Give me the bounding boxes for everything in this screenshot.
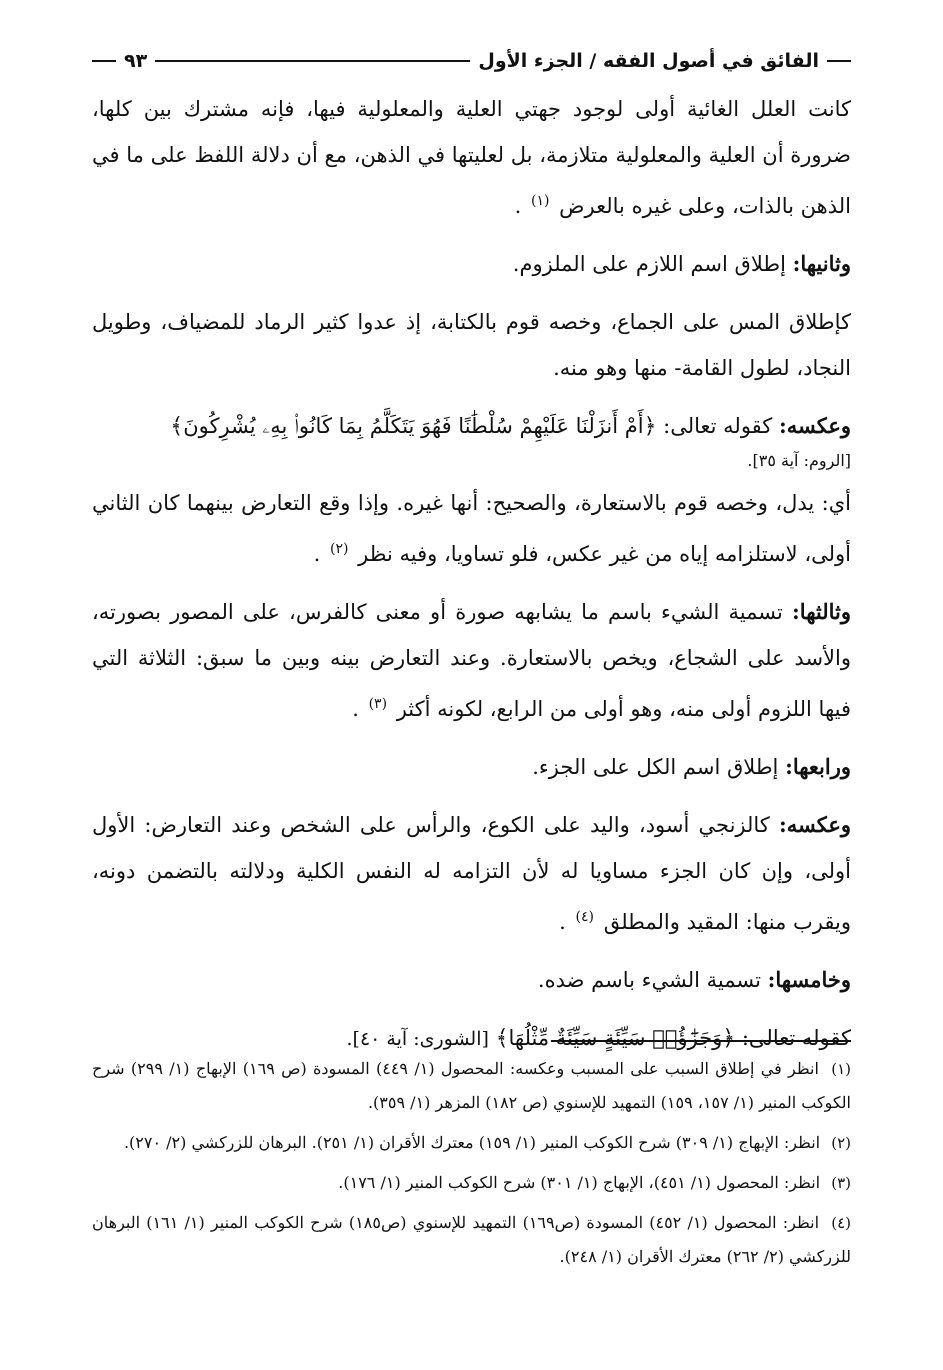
footnote-number: (٤) xyxy=(831,1214,852,1232)
paragraph-text: كانت العلل الغائية أولى لوجود جهتي العلية والمعلولية فيها، فإنه مشترك بين كلها، ضرورة أن العلية والمعلولية متلازمة، بل لعليتها في الذهن، مع أن دلالة اللفظ على ما في الذهن بالذات، وعلى غيره بالعرض xyxy=(92,97,851,218)
paragraph-text: كقوله تعالى: xyxy=(741,1026,851,1050)
paragraph-text: أي: يدل، وخصه قوم بالاستعارة، والصحيح: أنها غيره. وإذا وقع التعارض بينهما كان الثاني أولى، لاستلزامه إياه من غير عكس، فلو تساويا، وفيه نظر xyxy=(92,491,851,566)
paragraph-end: . xyxy=(352,697,359,721)
header-rule xyxy=(155,60,470,62)
paragraph-lead: وخامسها: xyxy=(767,967,851,992)
footnote-number: (٢) xyxy=(831,1134,851,1152)
ayah-reference: [الروم: آية ٣٥]. xyxy=(747,451,851,470)
footnote xyxy=(92,1126,851,1160)
ayah-reference: [الشورى: آية ٤٠]. xyxy=(346,1028,489,1050)
paragraph-end: . xyxy=(559,910,566,934)
footnote-number: (٣) xyxy=(831,1174,851,1192)
quran-bracket-close: ﴾ xyxy=(495,1026,509,1051)
paragraph xyxy=(92,589,851,732)
paragraph-text: كالزنجي أسود، واليد على الكوع، والرأس على الشخص وعند التعارض: الأول أولى، وإن كان الجزء مساويا له لأن التزامه له النفس الكلية ودلالته بالتضمن دونه، ويقرب منها: المقيد والمطلق xyxy=(92,813,851,934)
footnote-separator xyxy=(551,1040,851,1042)
quran-bracket-open: ﴿ xyxy=(643,414,657,439)
paragraph-text: كإطلاق المس على الجماع، وخصه قوم بالكتابة، إذ عدوا كثير الرماد للمضياف، وطويل النجاد، لطول القامة- منها وهو منه. xyxy=(92,310,851,380)
header-title: الفائق في أصول الفقه / الجزء الأول xyxy=(478,50,819,72)
quran-verse: أَمْ أَنزَلْنَا عَلَيْهِمْ سُلْطَٰنًا فَهُوَ يَتَكَلَّمُ بِمَا كَانُوا۟ بِهِۦ يُشْرِكُونَ xyxy=(183,414,644,438)
paragraph-text: كقوله تعالى: xyxy=(663,414,773,438)
main-text xyxy=(92,86,851,1074)
running-header xyxy=(92,44,851,78)
paragraph-text: تسمية الشيء باسم ضده. xyxy=(537,968,761,992)
paragraph xyxy=(92,403,851,476)
quran-bracket-close: ﴾ xyxy=(170,414,184,439)
footnote-text: انظر في إطلاق السبب على المسبب وعكسه: المحصول (١/ ٤٤٩) المسودة (ص ١٦٩) الإبهاج (١/ ٢٩٩) شرح الكوكب المنير (١/ ١٥٧، ١٥٩) التمهيد للإسنوي (ص ١٨٢) المزهر (١/ ٣٥٩). xyxy=(92,1059,851,1112)
paragraph-lead: وعكسه: xyxy=(778,413,851,438)
paragraph-lead: وثانيها: xyxy=(792,251,851,276)
footnote-text: انظر: الإبهاج (١/ ٣٠٩) شرح الكوكب المنير (١/ ١٥٩) معترك الأقران (١/ ٢٥١). البرهان للزركشي (٢/ ٢٧٠). xyxy=(123,1133,821,1152)
paragraph xyxy=(92,802,851,945)
paragraph-lead: ورابعها: xyxy=(785,754,851,779)
footnote-ref: (٣) xyxy=(368,696,388,712)
footnote-text: انظر: المحصول (١/ ٤٥١)، الإبهاج (١/ ٣٠١) شرح الكوكب المنير (١/ ١٧٦). xyxy=(338,1173,821,1192)
paragraph xyxy=(92,480,851,577)
footnote xyxy=(92,1206,851,1274)
quran-bracket-open: ﴿ xyxy=(722,1026,736,1051)
footnote xyxy=(92,1052,851,1120)
footnote xyxy=(92,1166,851,1200)
paragraph-text: إطلاق اسم الكل على الجزء. xyxy=(532,755,779,779)
paragraph-lead: وثالثها: xyxy=(792,599,851,624)
footnote-ref: (٤) xyxy=(575,909,595,925)
paragraph xyxy=(92,241,851,287)
header-dash xyxy=(827,60,851,62)
paragraph-end: . xyxy=(313,542,321,566)
paragraph xyxy=(92,86,851,229)
quran-verse: وَجَزَٰٓؤُا۟ سَيِّئَةٍ سَيِّئَةٌ مِّثْلُهَا xyxy=(508,1026,723,1050)
page-number: ٩٣ xyxy=(124,50,148,72)
footnote-number: (١) xyxy=(831,1060,852,1078)
paragraph-text: تسمية الشيء باسم ما يشابهه صورة أو معنى كالفرس، على المصور بصورته، والأسد على الشجاع، ويخص بالاستعارة. وعند التعارض بينه وبين ما سبق: الثلاثة التي فيها اللزوم أولى منه، وهو أولى من الرابع، لكونه أكثر xyxy=(92,600,851,721)
paragraph xyxy=(92,957,851,1003)
footnote-ref: (٢) xyxy=(330,541,349,557)
paragraph xyxy=(92,744,851,790)
paragraph-text: إطلاق اسم اللازم على الملزوم. xyxy=(512,252,786,276)
header-dash xyxy=(92,60,116,62)
paragraph-lead: وعكسه: xyxy=(778,812,851,837)
footnotes xyxy=(92,1052,851,1280)
footnote-ref: (١) xyxy=(530,193,550,209)
footnote-text: انظر: المحصول (١/ ٤٥٢) المسودة (ص١٦٩) التمهيد للإسنوي (ص١٨٥) شرح الكوكب المنير (١/ ١٦١) البرهان للزركشي (٢/ ٢٦٢) معترك الأقران (١/ ٢٤٨). xyxy=(92,1213,851,1266)
paragraph-end: . xyxy=(514,194,522,218)
paragraph xyxy=(92,299,851,391)
